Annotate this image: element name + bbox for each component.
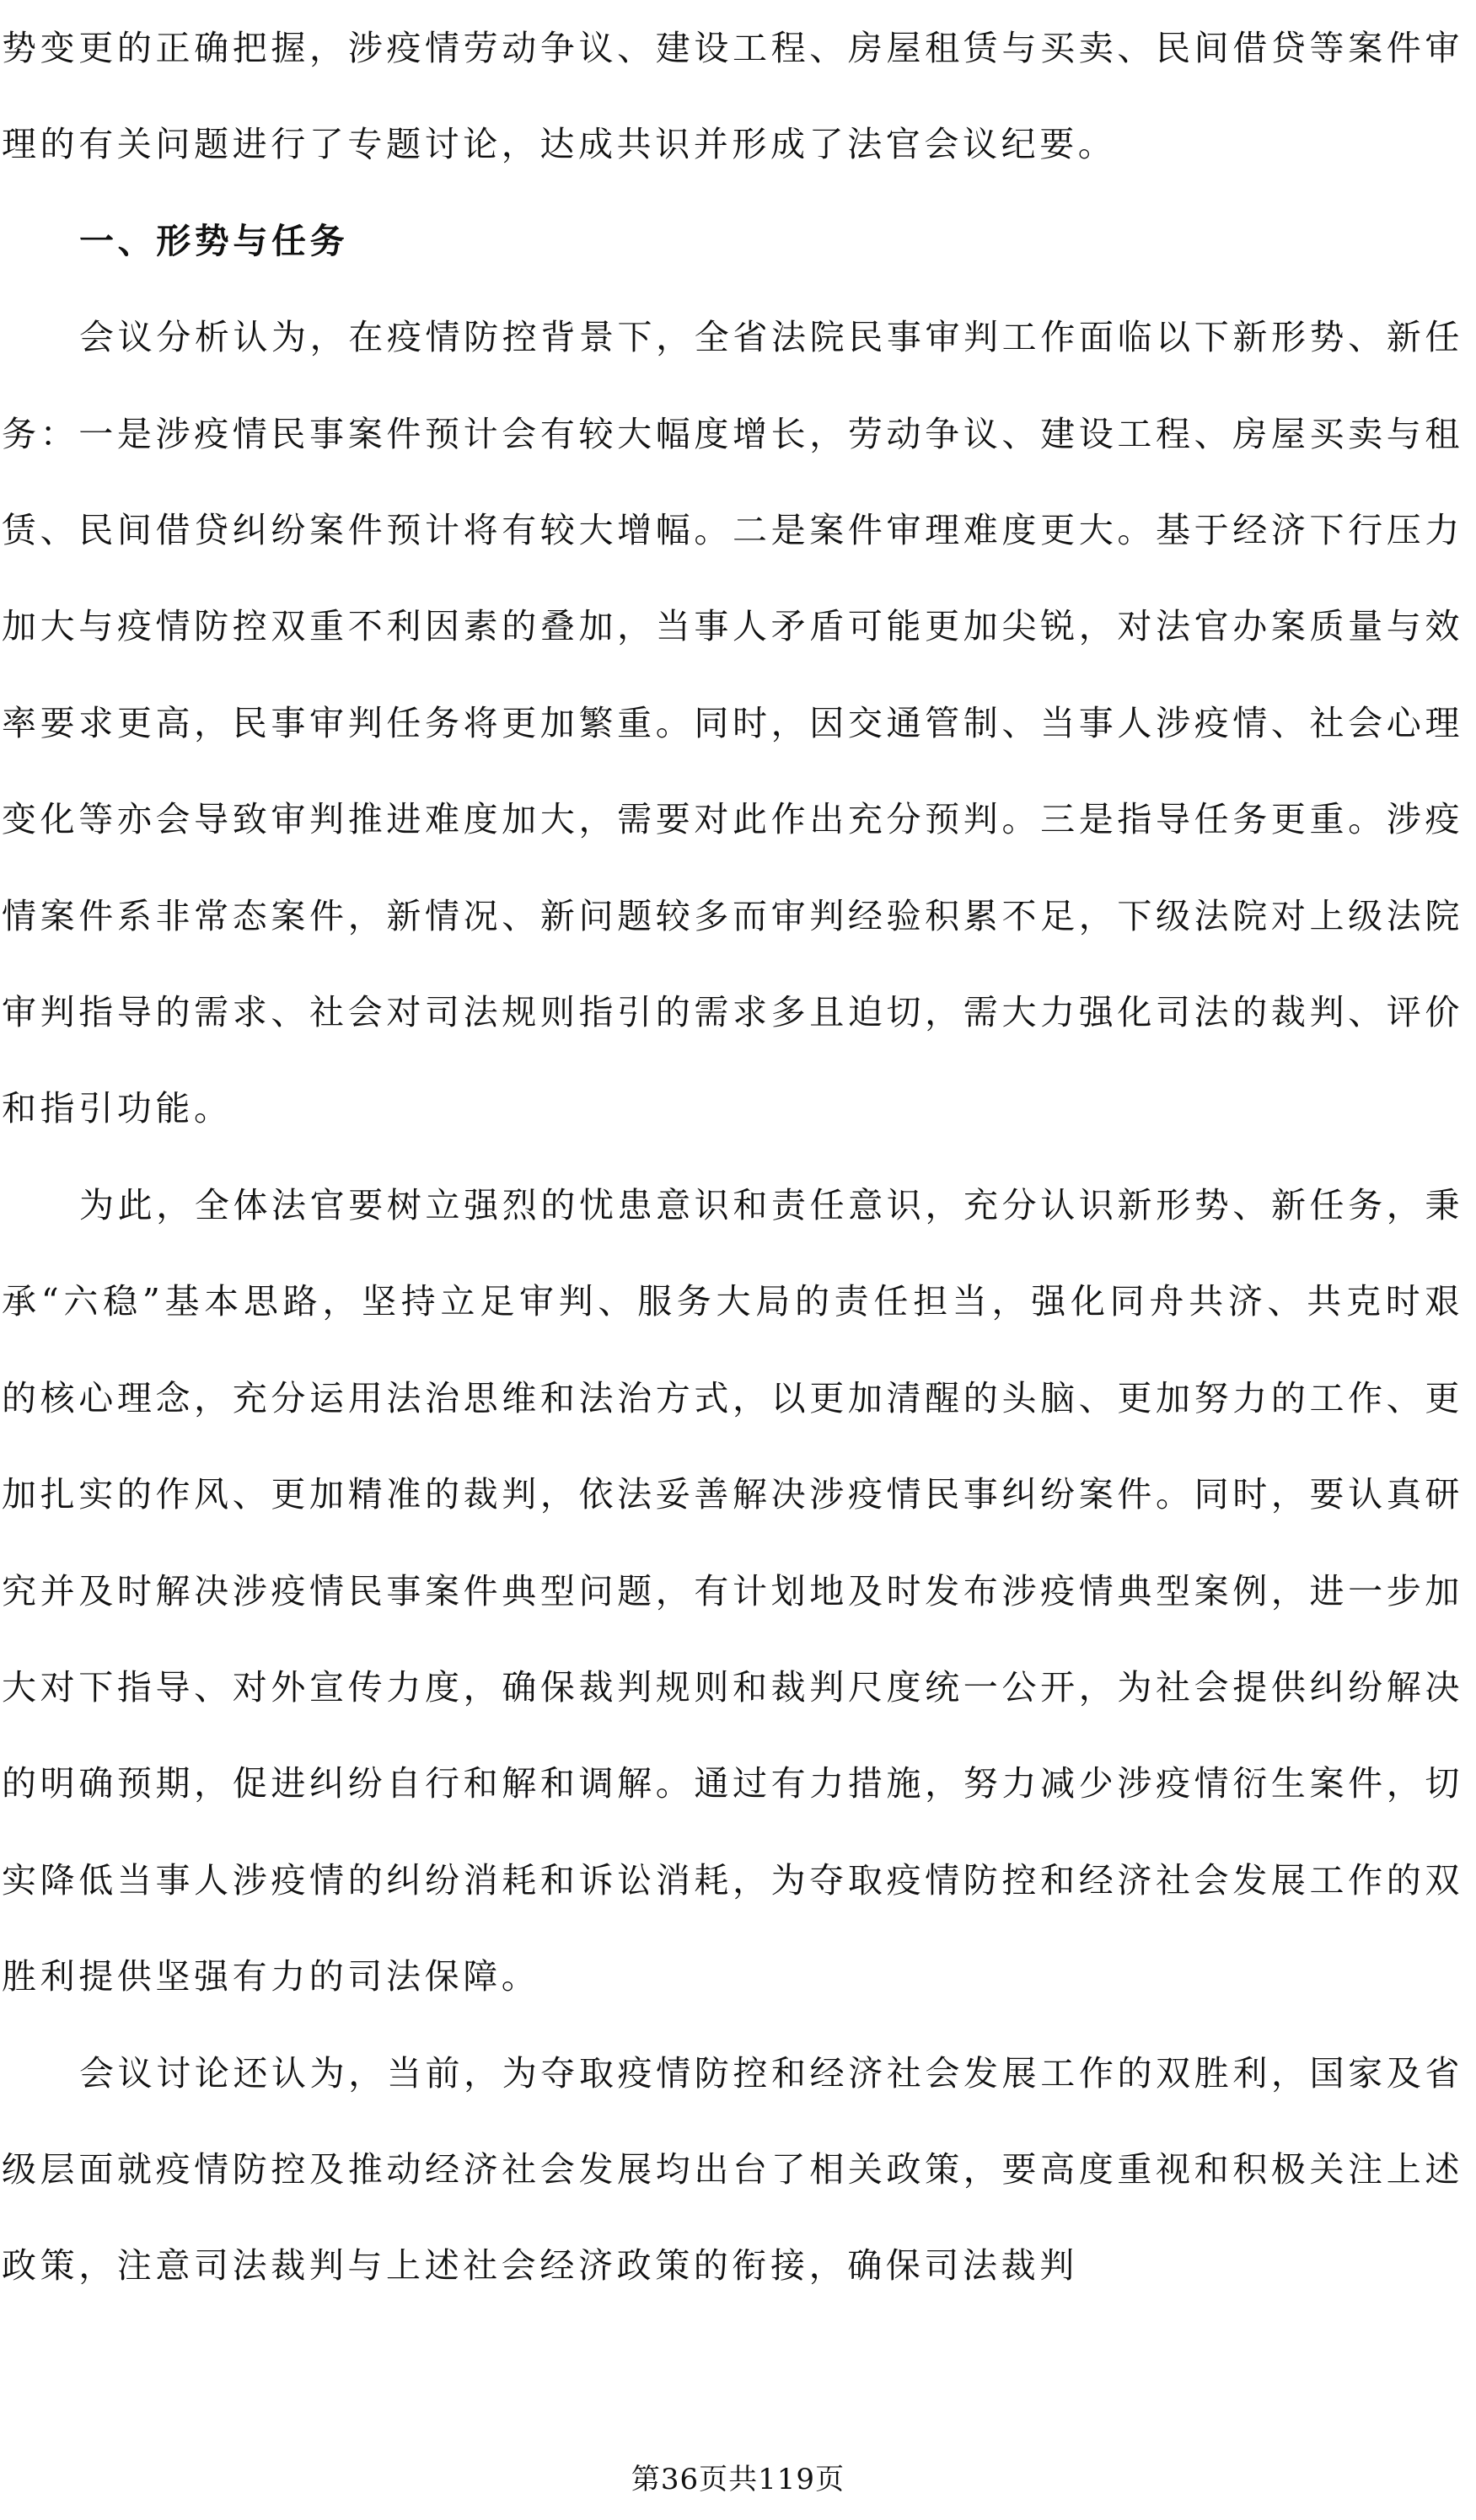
section-heading: 一、形势与任务 [79,220,349,261]
document-body [2,0,1463,2314]
paragraph-measures: 为此，全体法官要树立强烈的忧患意识和责任意识，充分认识新形势、新任务，秉承“六稳”基本思路，坚持立足审判、服务大局的责任担当，强化同舟共济、共克时艰的核心理念，充分运用法治思维和法治方式，以更加清醒的头脑、更加努力的工作、更加扎实的作风、更加精准的裁判，依法妥善解决涉疫情民事纠纷案件。同时，要认真研究并及时解决涉疫情民事案件典型问题，有计划地及时发布涉疫情典型案例，进一步加大对下指导、对外宣传力度，确保裁判规则和裁判尺度统一公开，为社会提供纠纷解决的明确预期，促进纠纷自行和解和调解。通过有力措施，努力减少涉疫情衍生案件，切实降低当事人涉疫情的纠纷消耗和诉讼消耗，为夺取疫情防控和经济社会发展工作的双胜利提供坚强有力的司法保障。 [2,1184,1463,1997]
paragraph-continuation: 势变更的正确把握，涉疫情劳动争议、建设工程、房屋租赁与买卖、民间借贷等案件审理的有关问题进行了专题讨论，达成共识并形成了法官会议纪要。 [2,28,1463,165]
paragraph-situation: 会议分析认为，在疫情防控背景下，全省法院民事审判工作面临以下新形势、新任务：一是涉疫情民事案件预计会有较大幅度增长，劳动争议、建设工程、房屋买卖与租赁、民间借贷纠纷案件预计将有较大增幅。二是案件审理难度更大。基于经济下行压力加大与疫情防控双重不利因素的叠加，当事人矛盾可能更加尖锐，对法官办案质量与效率要求更高，民事审判任务将更加繁重。同时，因交通管制、当事人涉疫情、社会心理变化等亦会导致审判推进难度加大，需要对此作出充分预判。三是指导任务更重。涉疫情案件系非常态案件，新情况、新问题较多而审判经验积累不足，下级法院对上级法院审判指导的需求、社会对司法规则指引的需求多且迫切，需大力强化司法的裁判、评价和指引功能。 [2,317,1463,1129]
paragraph-policy: 会议讨论还认为，当前，为夺取疫情防控和经济社会发展工作的双胜利，国家及省级层面就疫情防控及推动经济社会发展均出台了相关政策，要高度重视和积极关注上述政策，注意司法裁判与上述社会经济政策的衔接，确保司法裁判 [2,2052,1463,2287]
page-number-footer: 第36页共119页 [631,2463,845,2496]
